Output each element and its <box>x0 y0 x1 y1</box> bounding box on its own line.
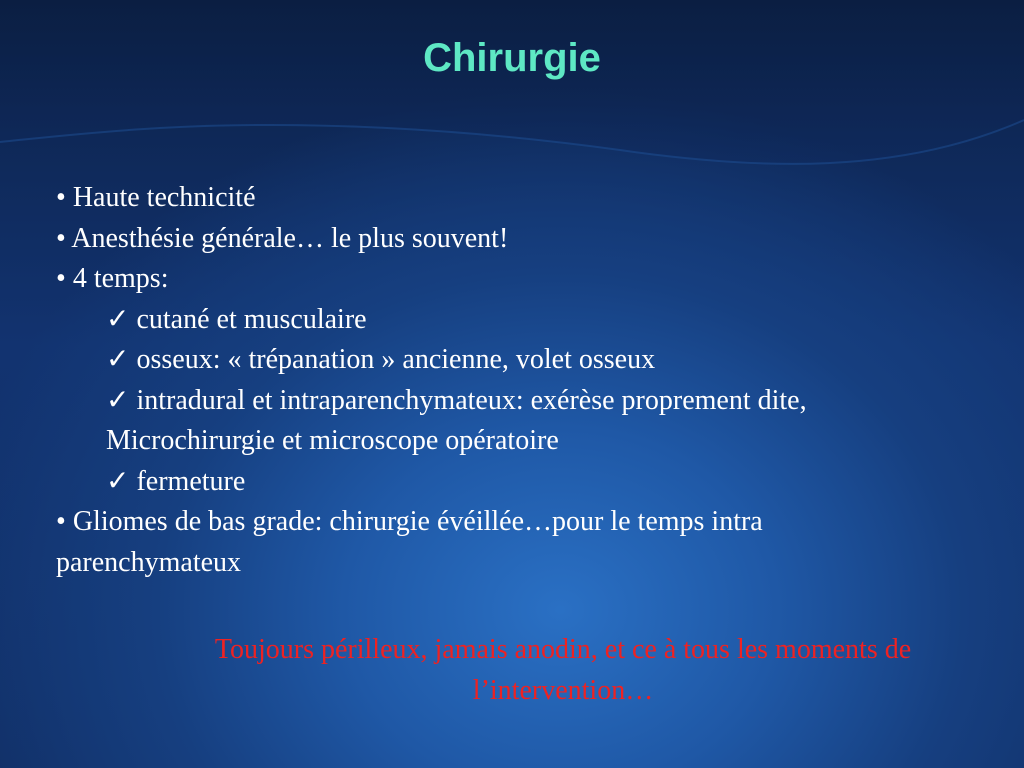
sub-item <box>56 340 986 381</box>
bullet-marker: • <box>56 263 66 294</box>
sub-item-text: Microchirurgie et microscope opératoire <box>106 425 559 456</box>
sub-item-text: fermeture <box>136 465 246 497</box>
checkmark-icon: ✓ <box>106 344 130 375</box>
bullet-item-continuation <box>56 543 986 584</box>
checkmark-icon: ✓ <box>106 303 130 335</box>
sub-item <box>56 300 986 341</box>
sub-item-continuation <box>56 421 986 462</box>
checkmark-icon: ✓ <box>106 384 130 416</box>
bullet-item <box>56 219 986 260</box>
sub-item-text: osseux: « trépanation » ancienne, volet osseux <box>136 344 656 375</box>
bullet-marker: • <box>56 182 66 213</box>
bullet-item <box>56 178 986 219</box>
checkmark-icon: ✓ <box>106 465 130 497</box>
slide-title: Chirurgie <box>423 36 601 80</box>
bullet-text: Anesthésie générale… le plus souvent! <box>71 222 509 254</box>
conclusion-text <box>135 630 991 711</box>
bullet-text: Haute technicité <box>72 182 256 213</box>
sub-item-text: intradural et intraparenchymateux: exérèse proprement dite, <box>136 384 807 416</box>
bullet-text: parenchymateux <box>56 546 242 578</box>
bullet-text: Gliomes de bas grade: chirurgie évéillée…pour le temps intra <box>72 506 763 537</box>
decorative-wave-band <box>0 0 1024 200</box>
bullet-marker: • <box>56 506 66 537</box>
bullet-list <box>56 178 986 583</box>
bullet-marker: • <box>56 222 66 254</box>
sub-item <box>56 462 986 503</box>
conclusion-line: l’intervention… <box>472 674 654 706</box>
sub-item-text: cutané et musculaire <box>136 303 367 335</box>
sub-item <box>56 381 986 422</box>
bullet-text: 4 temps: <box>72 263 169 294</box>
conclusion-line: Toujours périlleux, jamais anodin, et ce à tous les moments de <box>214 634 912 665</box>
bullet-item <box>56 502 986 543</box>
bullet-item <box>56 259 986 300</box>
